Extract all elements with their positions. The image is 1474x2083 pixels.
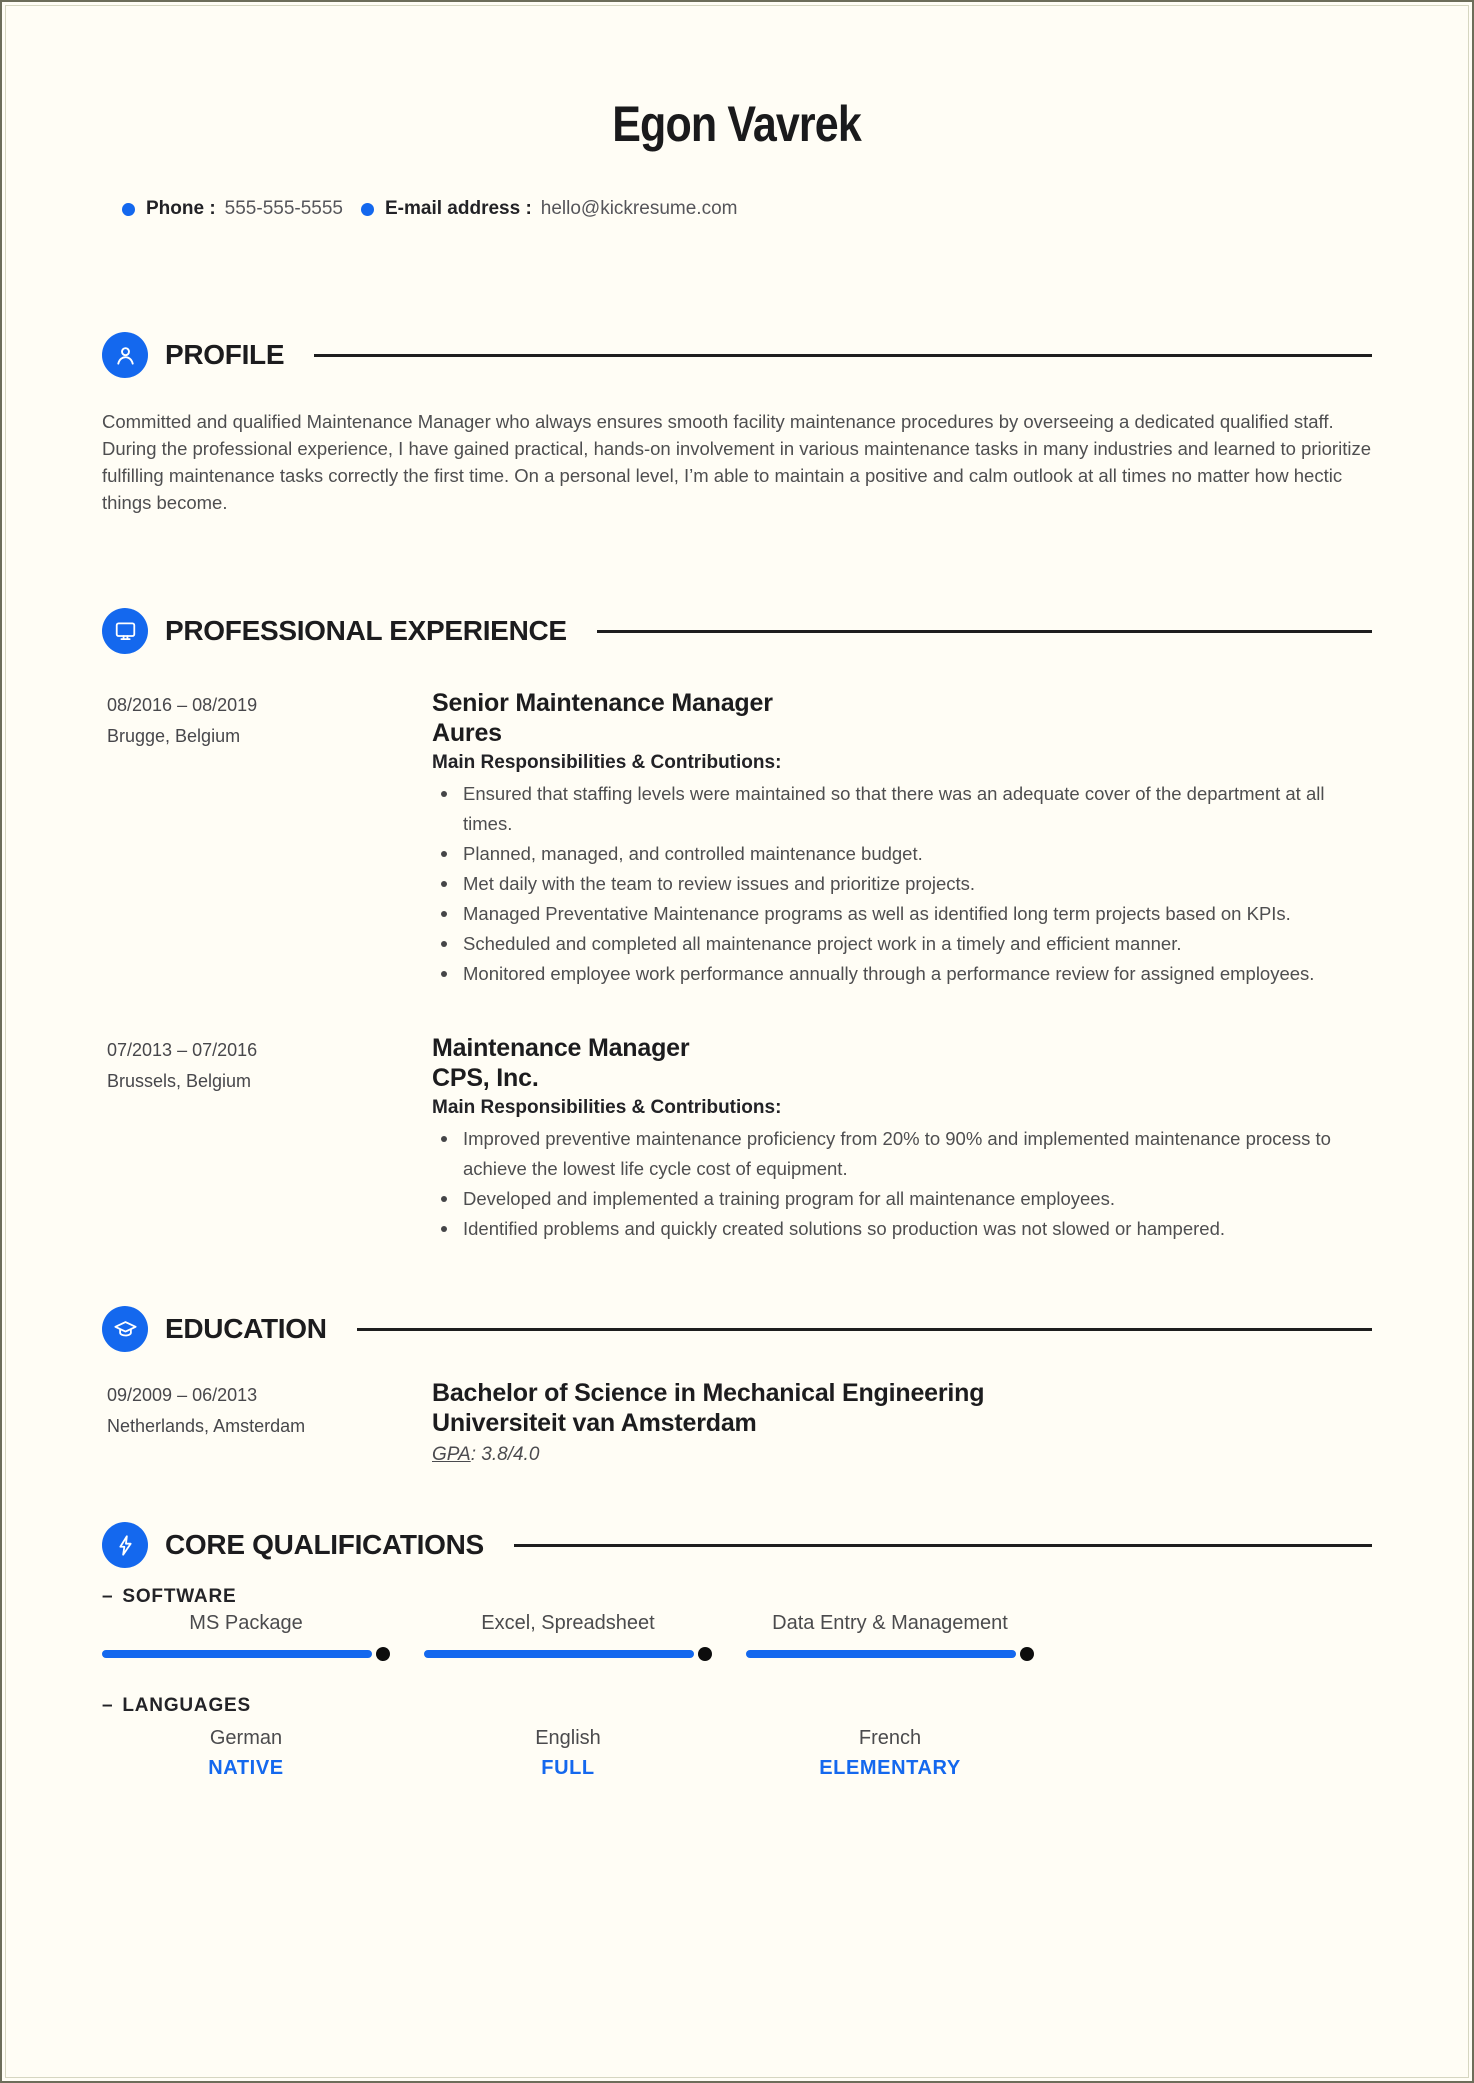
person-icon [112,342,139,369]
job-bullet: Developed and implemented a training program for all maintenance employees. [432,1184,1372,1214]
monitor-icon [112,618,139,645]
skill-bar-fill [746,1650,1016,1658]
job-detail [432,688,1372,989]
skill-item [424,1612,712,1661]
section-profile [102,332,1372,516]
candidate-name: Egon Vavrek [612,96,862,152]
education-dates: 09/2009 – 06/2013 [107,1385,258,1405]
email-label: E-mail address : [385,198,532,219]
resume-content [2,2,1472,1780]
profile-section-header [102,332,1372,378]
job-bullet: Scheduled and completed all maintenance project work in a timely and efficient manner. [432,929,1372,959]
education-meta [102,1378,432,1466]
skill-bar-dot [376,1647,390,1661]
core-icon-circle [102,1522,148,1568]
degree-title: Bachelor of Science in Mechanical Engineering [432,1379,985,1407]
name-heading [102,2,1372,152]
experience-entry [102,1033,1372,1244]
language-item [746,1727,1034,1780]
software-subheader-label: SOFTWARE [122,1586,237,1607]
education-entry [102,1378,1372,1466]
skill-bar [102,1647,390,1661]
job-meta [102,1033,432,1244]
skill-name: Excel, Spreadsheet [481,1612,655,1634]
language-name: German [209,1727,283,1749]
language-item [102,1727,390,1780]
graduation-cap-icon [112,1316,139,1343]
job-bullet: Ensured that staffing levels were maintained so that there was an adequate cover of the department at all times. [432,779,1372,839]
job-bullet: Managed Preventative Maintenance programs as well as identified long term projects based on KPIs. [432,899,1372,929]
job-bullet-list [432,1124,1372,1244]
job-bullet: Met daily with the team to review issues and prioritize projects. [432,869,1372,899]
job-bullet: Monitored employee work performance annually through a performance review for assigned employees. [432,959,1372,989]
experience-section-title: PROFESSIONAL EXPERIENCE [165,615,567,646]
education-detail [432,1378,1372,1466]
skill-bar-dot [698,1647,712,1661]
job-location: Brussels, Belgium [107,1071,252,1091]
section-education [102,1306,1372,1466]
responsibilities-label: Main Responsibilities & Contributions: [432,752,782,773]
email-bullet-icon [361,203,374,216]
skill-item [102,1612,390,1661]
gpa-value: : 3.8/4.0 [470,1444,540,1465]
skill-bar-fill [102,1650,372,1658]
skill-name: MS Package [189,1612,303,1634]
job-bullet: Identified problems and quickly created solutions so production was not slowed or hampered. [432,1214,1372,1244]
experience-entry [102,688,1372,989]
phone-label: Phone : [146,198,216,219]
job-location: Brugge, Belgium [107,726,241,746]
profile-section-title: PROFILE [165,339,285,370]
job-company: CPS, Inc. [432,1064,539,1092]
profile-icon-circle [102,332,148,378]
languages-subheader [102,1695,1372,1717]
job-dates: 07/2013 – 07/2016 [107,1040,258,1060]
section-core-qualifications [102,1522,1372,1780]
responsibilities-label: Main Responsibilities & Contributions: [432,1097,782,1118]
language-name: French [858,1727,922,1749]
language-level: FULL [541,1757,595,1779]
job-role: Maintenance Manager [432,1034,690,1062]
language-name: English [535,1727,601,1749]
job-dates: 08/2016 – 08/2019 [107,695,258,715]
lightning-icon [112,1532,139,1559]
experience-header-rule [597,630,1372,633]
job-company: Aures [432,719,502,747]
job-detail [432,1033,1372,1244]
software-subheader [102,1586,1372,1608]
profile-header-rule [314,354,1372,357]
subheader-dash: – [102,1586,114,1607]
job-bullet-list [432,779,1372,989]
skill-bar [746,1647,1034,1661]
job-role: Senior Maintenance Manager [432,689,773,717]
languages-row [102,1727,1034,1780]
languages-subheader-label: LANGUAGES [122,1695,251,1716]
skill-item [746,1612,1034,1661]
email-value: hello@kickresume.com [540,198,738,219]
education-section-header [102,1306,1372,1352]
skill-name: Data Entry & Management [772,1612,1008,1634]
education-icon-circle [102,1306,148,1352]
education-location: Netherlands, Amsterdam [107,1416,306,1436]
school-name: Universiteit van Amsterdam [432,1409,757,1437]
job-meta [102,688,432,989]
skill-bar-dot [1020,1647,1034,1661]
phone-value: 555-555-5555 [224,198,343,219]
contact-row [102,198,1372,220]
core-header-rule [514,1544,1372,1547]
skill-bar [424,1647,712,1661]
core-section-header [102,1522,1372,1568]
education-header-rule [357,1328,1372,1331]
profile-summary-text: Committed and qualified Maintenance Manager who always ensures smooth facility maintenance procedures by overseeing a dedicated qualified staff. During the professional experience, I have gained practical, hands-on involvement in various maintenance tasks in many industries and learned to prioritize fulfilling maintenance tasks correctly the first time. On a personal level, I’m able to maintain a positive and calm outlook at all times no matter how hectic things become. [102,411,1371,513]
software-skills-row [102,1612,1034,1661]
job-bullet: Improved preventive maintenance proficiency from 20% to 90% and implemented maintenance process to achieve the lowest life cycle cost of equipment. [432,1124,1372,1184]
skill-bar-fill [424,1650,694,1658]
subheader-dash: – [102,1695,114,1716]
experience-icon-circle [102,608,148,654]
gpa-line [432,1444,1372,1466]
core-section-title: CORE QUALIFICATIONS [165,1529,484,1560]
section-professional-experience [102,608,1372,1244]
experience-section-header [102,608,1372,654]
phone-bullet-icon [122,203,135,216]
job-bullet: Planned, managed, and controlled maintenance budget. [432,839,1372,869]
education-section-title: EDUCATION [165,1313,327,1344]
gpa-label: GPA [432,1444,471,1465]
language-level: ELEMENTARY [819,1757,961,1779]
language-item [424,1727,712,1780]
language-level: NATIVE [208,1757,284,1779]
